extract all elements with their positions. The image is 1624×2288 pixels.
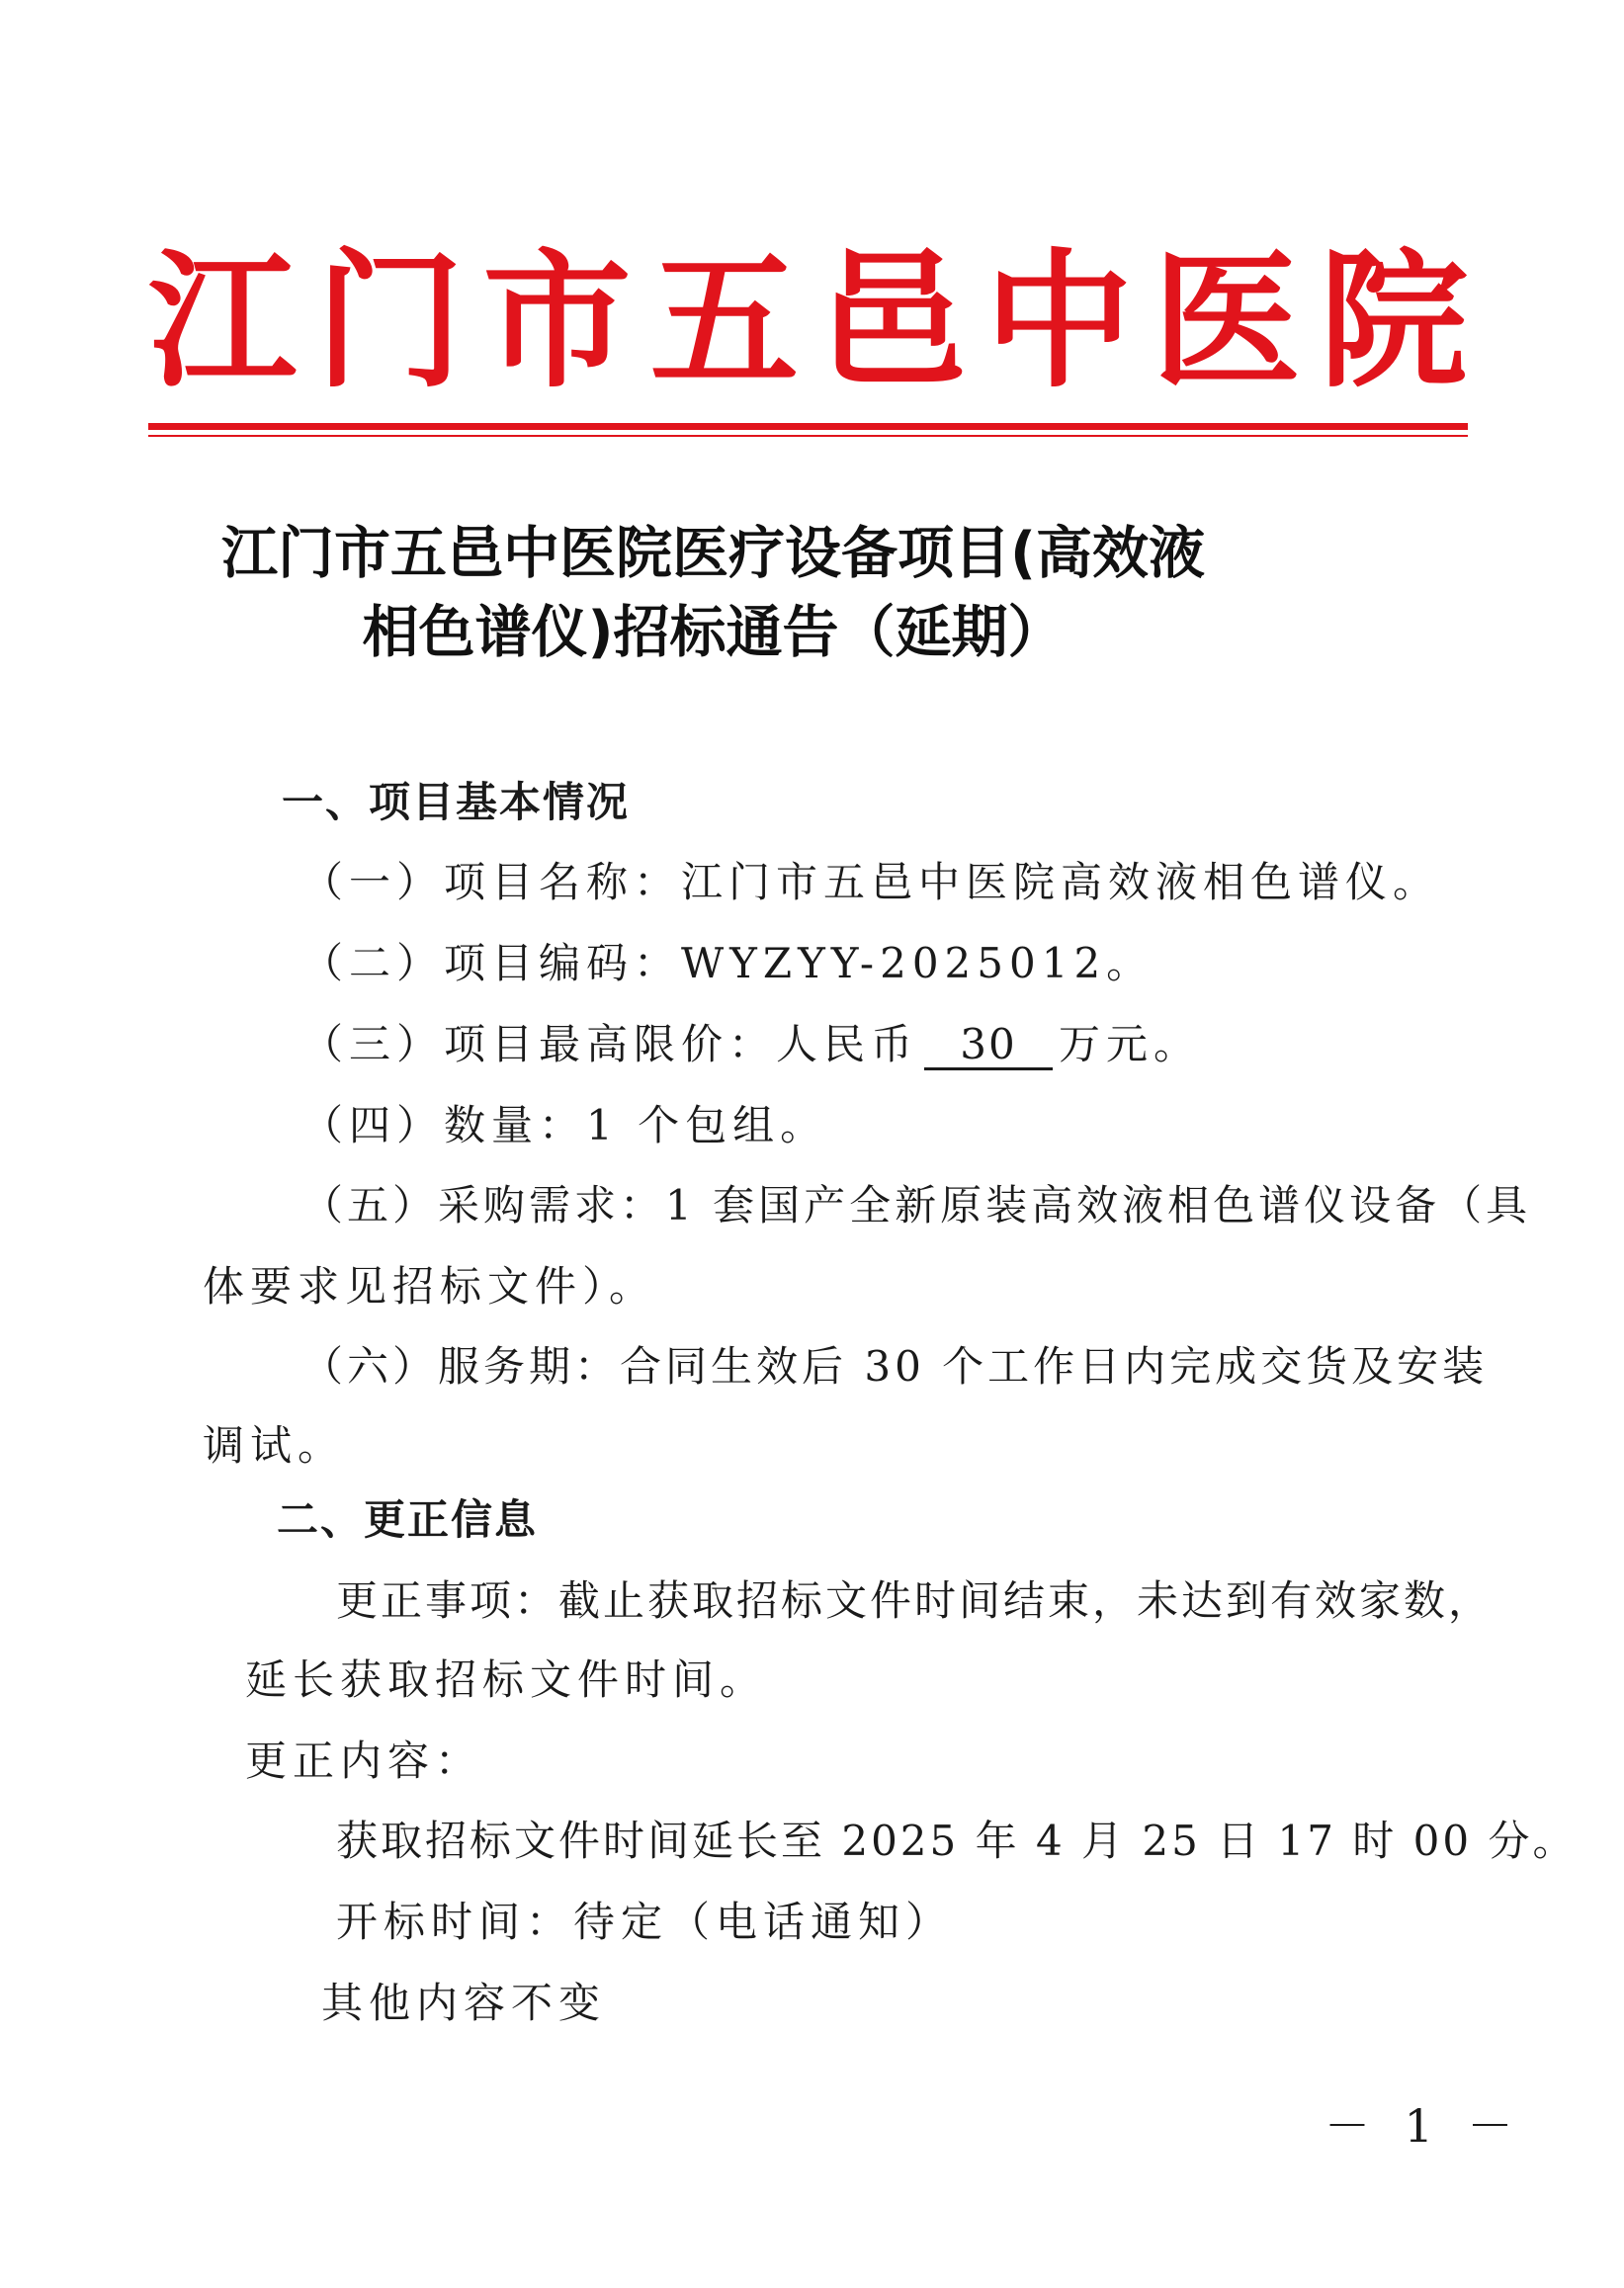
max-price-prefix: （三）项目最高限价：人民币 [301, 1020, 919, 1068]
masthead-char: 邑 [817, 234, 967, 408]
item-project-code: （二）项目编码：WYZYY-2025012。 [301, 939, 1154, 987]
item-service-period-line-2: 调试。 [203, 1421, 346, 1470]
page-number: － 1 － [1325, 2099, 1523, 2153]
other-content-unchanged: 其他内容不变 [321, 1979, 607, 2027]
document-title [178, 514, 1438, 672]
correction-content-opening-time: 开标时间：待定（电话通知） [336, 1898, 954, 1946]
item-project-name: （一）项目名称：江门市五邑中医院高效液相色谱仪。 [301, 858, 1441, 906]
correction-content-label: 更正内容： [245, 1737, 483, 1785]
max-price-suffix: 万元。 [1059, 1020, 1202, 1068]
masthead-red-rule-thin [148, 435, 1468, 437]
masthead-char: 五 [649, 234, 799, 408]
masthead-char: 中 [984, 234, 1134, 408]
masthead-char: 市 [482, 234, 632, 408]
title-line-1: 江门市五邑中医院医疗设备项目(高效液 [220, 521, 1206, 586]
masthead-char: 门 [315, 234, 465, 408]
title-line-2: 相色谱仪)招标通告（延期） [362, 600, 1065, 665]
item-quantity: （四）数量：1 个包组。 [301, 1101, 828, 1149]
item-procurement-line-1: （五）采购需求：1 套国产全新原装高效液相色谱仪设备（具 [301, 1181, 1532, 1229]
correction-matter-line-2: 延长获取招标文件时间。 [245, 1655, 768, 1704]
section-1-heading: 一、项目基本情况 [282, 778, 631, 826]
item-procurement-line-2: 体要求见招标文件）。 [203, 1262, 657, 1311]
masthead-red-rule-thick [148, 423, 1468, 430]
masthead-char: 院 [1319, 234, 1468, 408]
correction-content-deadline: 获取招标文件时间延长至 2025 年 4 月 25 日 17 时 00 分。 [336, 1817, 1578, 1865]
max-price-value: 30 [924, 1022, 1053, 1070]
masthead-char: 医 [1152, 234, 1301, 408]
item-service-period-line-1: （六）服务期：合同生效后 30 个工作日内完成交货及安装 [301, 1342, 1489, 1391]
section-2-heading: 二、更正信息 [277, 1495, 539, 1544]
item-max-price [301, 1015, 1201, 1074]
correction-matter-line-1: 更正事项：截止获取招标文件时间结束，未达到有效家数， [336, 1576, 1494, 1625]
masthead-char: 江 [148, 234, 298, 408]
masthead-hospital-name [148, 227, 1468, 415]
